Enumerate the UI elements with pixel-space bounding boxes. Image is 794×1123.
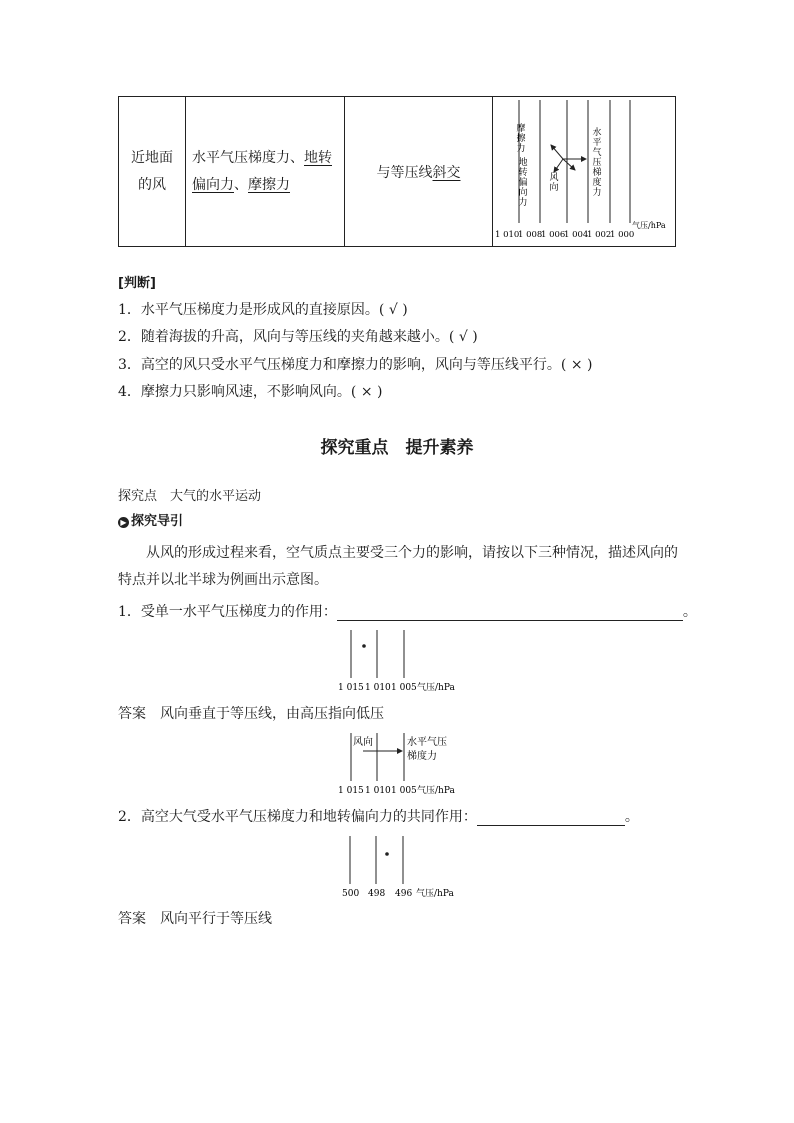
judge-item-3: 3．高空的风只受水平气压梯度力和摩擦力的影响，风向与等压线平行。( × ) xyxy=(118,357,593,373)
pressure-tick: 498 xyxy=(368,889,386,899)
pressure-tick: 496 xyxy=(395,889,413,899)
q1-answer-diagram xyxy=(330,731,470,797)
pressure-tick: 1 008 xyxy=(518,230,543,240)
question-2-end: 。 xyxy=(624,809,639,825)
answer-2 xyxy=(118,908,272,928)
answer-blank xyxy=(337,606,683,621)
pressure-tick: 1 015 xyxy=(338,786,364,796)
pressure-tick: 1 000 xyxy=(610,230,635,240)
pgf-label xyxy=(592,126,601,198)
question-2 xyxy=(118,806,639,826)
friction-arrow xyxy=(551,145,563,159)
coriolis-label-char: 地 xyxy=(518,158,528,168)
explore-guide xyxy=(118,510,183,529)
pressure-unit: 气压/hPa xyxy=(417,683,455,693)
table-row xyxy=(119,97,676,247)
pressure-tick: 1 005 xyxy=(391,786,417,796)
pgf-label-char: 水 xyxy=(592,128,602,138)
pgf-label-2: 梯度力 xyxy=(407,751,437,762)
section-title: 探究重点 提升素养 xyxy=(320,438,474,458)
direction-text: 与等压线 xyxy=(376,164,433,181)
explore-intro: 从风的形成过程来看，空气质点主要受三个力的影响，请按以下三种情况，描述风向的特点并以北半球为例画出示意图。 xyxy=(118,545,678,588)
air-parcel-dot xyxy=(385,852,389,856)
pressure-unit: 气压/hPa xyxy=(416,889,454,899)
wind-label xyxy=(549,172,558,193)
air-parcel-dot xyxy=(362,644,366,648)
pressure-tick: 1 004 xyxy=(564,230,589,240)
coriolis-arrow xyxy=(554,159,563,172)
coriolis-label-char: 转 xyxy=(518,168,528,178)
forces-sep: 、 xyxy=(234,176,248,193)
pressure-unit: 气压/hPa xyxy=(417,786,455,796)
question-1-text: 1．受单一水平气压梯度力的作用： xyxy=(118,604,337,620)
forces-cell xyxy=(186,97,345,247)
pgf-label-char: 度 xyxy=(592,178,602,188)
pressure-tick: 1 010 xyxy=(365,683,391,693)
forces-line-2 xyxy=(192,172,344,199)
coriolis-label-char: 向 xyxy=(518,188,528,198)
direction-cell xyxy=(345,97,493,247)
answer-text: 风向平行于等压线 xyxy=(160,911,272,927)
judge-item-1: 1．水平气压梯度力是形成风的直接原因。( √ ) xyxy=(118,302,408,318)
friction-label xyxy=(516,122,525,154)
near-surface-wind-diagram xyxy=(493,97,683,247)
pgf-label-char: 气 xyxy=(592,148,602,158)
question-1-end: 。 xyxy=(682,604,697,620)
friction-label-char: 摩 xyxy=(516,124,526,134)
forces-blank-1: 地转 xyxy=(304,149,332,166)
pgf-label-char: 梯 xyxy=(592,168,602,178)
pressure-unit: 气压/hPa xyxy=(632,221,666,230)
pressure-tick: 1 010 xyxy=(495,230,520,240)
pgf-label-char: 平 xyxy=(592,138,602,148)
wind-arrow xyxy=(563,159,575,170)
forces-blank-3: 摩擦力 xyxy=(248,176,290,193)
friction-label-char: 力 xyxy=(516,144,526,154)
wind-label-char: 向 xyxy=(549,183,559,193)
q2-isobar-diagram xyxy=(330,834,470,900)
pressure-tick: 1 006 xyxy=(541,230,566,240)
wind-table xyxy=(118,96,676,247)
direction-blank: 斜交 xyxy=(432,164,461,181)
forces-text: 水平气压梯度力、 xyxy=(192,149,304,166)
q1-isobar-diagram xyxy=(330,628,470,694)
pgf-label-1: 水平气压 xyxy=(407,737,447,748)
answer-blank xyxy=(477,811,625,826)
explore-guide-label: 探究导引 xyxy=(131,514,184,529)
wind-label-char: 风 xyxy=(549,173,559,183)
pressure-tick: 1 002 xyxy=(587,230,612,240)
forces-blank-2: 偏向力 xyxy=(192,176,234,193)
friction-label-char: 擦 xyxy=(516,134,526,144)
pgf-label-char: 压 xyxy=(592,158,602,168)
pressure-tick: 1 010 xyxy=(365,786,391,796)
coriolis-label-char: 力 xyxy=(518,198,528,208)
wind-type-line-1: 近地面 xyxy=(131,149,173,166)
judge-item-4: 4．摩擦力只影响风速，不影响风向。( × ) xyxy=(118,384,383,400)
judge-item-2: 2．随着海拔的升高，风向与等压线的夹角越来越小。( √ ) xyxy=(118,329,478,345)
diagram-cell xyxy=(493,97,676,247)
forces-line-1 xyxy=(192,145,344,172)
question-2-text: 2．高空大气受水平气压梯度力和地转偏向力的共同作用： xyxy=(118,809,477,825)
answer-text: 风向垂直于等压线，由高压指向低压 xyxy=(160,706,384,722)
coriolis-label xyxy=(518,156,527,208)
pressure-tick-labels xyxy=(495,220,666,240)
question-1 xyxy=(118,601,697,621)
judge-title: [判断] xyxy=(118,276,156,291)
wind-label: 风向 xyxy=(353,737,373,748)
pressure-tick: 1 005 xyxy=(391,683,417,693)
answer-key: 答案 xyxy=(118,911,146,927)
pressure-tick: 500 xyxy=(342,889,360,899)
wind-type-line-2: 的风 xyxy=(138,176,166,193)
pgf-label-char: 力 xyxy=(592,188,602,198)
play-icon: ▶ xyxy=(118,517,129,528)
pressure-tick: 1 015 xyxy=(338,683,364,693)
explore-point: 探究点 大气的水平运动 xyxy=(118,489,262,504)
answer-1 xyxy=(118,703,384,723)
wind-type-cell xyxy=(119,97,186,247)
coriolis-label-char: 偏 xyxy=(518,178,528,188)
answer-key: 答案 xyxy=(118,706,146,722)
